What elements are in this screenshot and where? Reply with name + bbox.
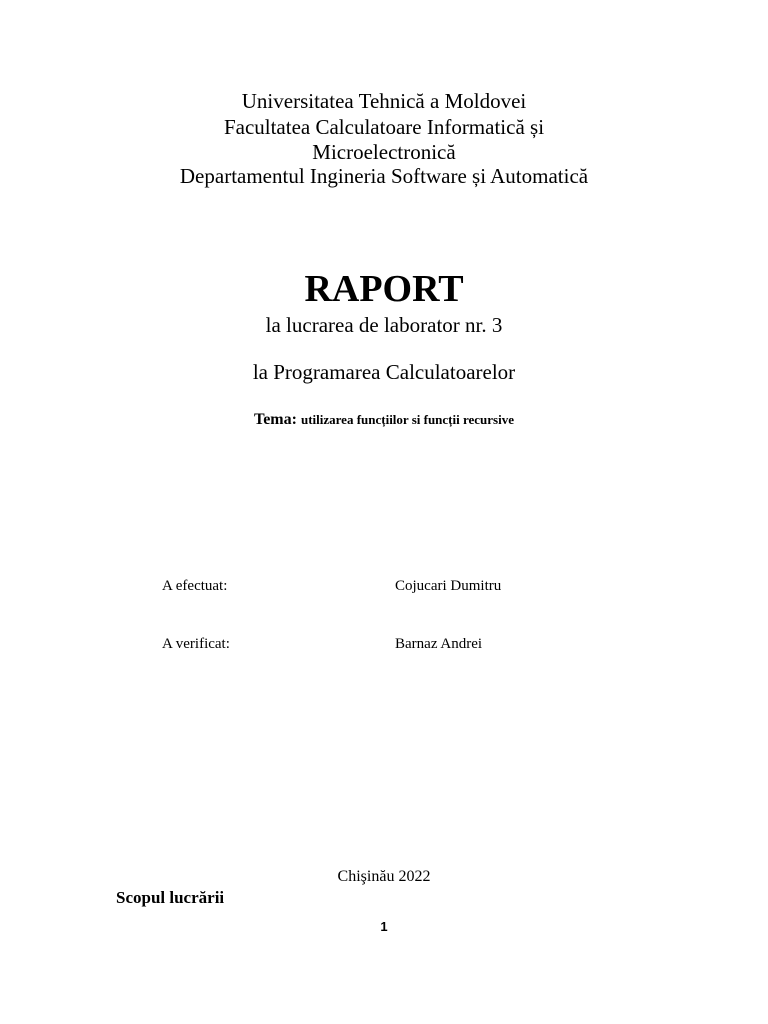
report-title: RAPORT <box>304 268 464 310</box>
verified-by-label: A verificat: <box>162 636 230 652</box>
verified-by-name: Barnaz Andrei <box>395 636 483 652</box>
city-year: Chişinău 2022 <box>337 868 431 885</box>
performed-by-name: Cojucari Dumitru <box>395 578 502 594</box>
faculty-name-line-2: Microelectronică <box>312 140 456 164</box>
theme-line <box>0 409 768 431</box>
theme-value: utilizarea funcțiilor si funcții recursive <box>300 412 514 427</box>
university-name: Universitatea Tehnică a Moldovei <box>241 89 527 113</box>
department-name: Departamentul Ingineria Software și Automatică <box>179 164 589 188</box>
performed-by-label: A efectuat: <box>162 578 228 594</box>
theme-label: Tema: <box>254 411 297 428</box>
course-name: la Programarea Calculatoarelor <box>252 360 516 384</box>
faculty-name-line-1: Facultatea Calculatoare Informatică și <box>223 115 545 139</box>
section-heading: Scopul lucrării <box>116 888 225 907</box>
lab-subtitle: la lucrarea de laborator nr. 3 <box>265 313 503 337</box>
page-number: 1 <box>380 919 388 934</box>
